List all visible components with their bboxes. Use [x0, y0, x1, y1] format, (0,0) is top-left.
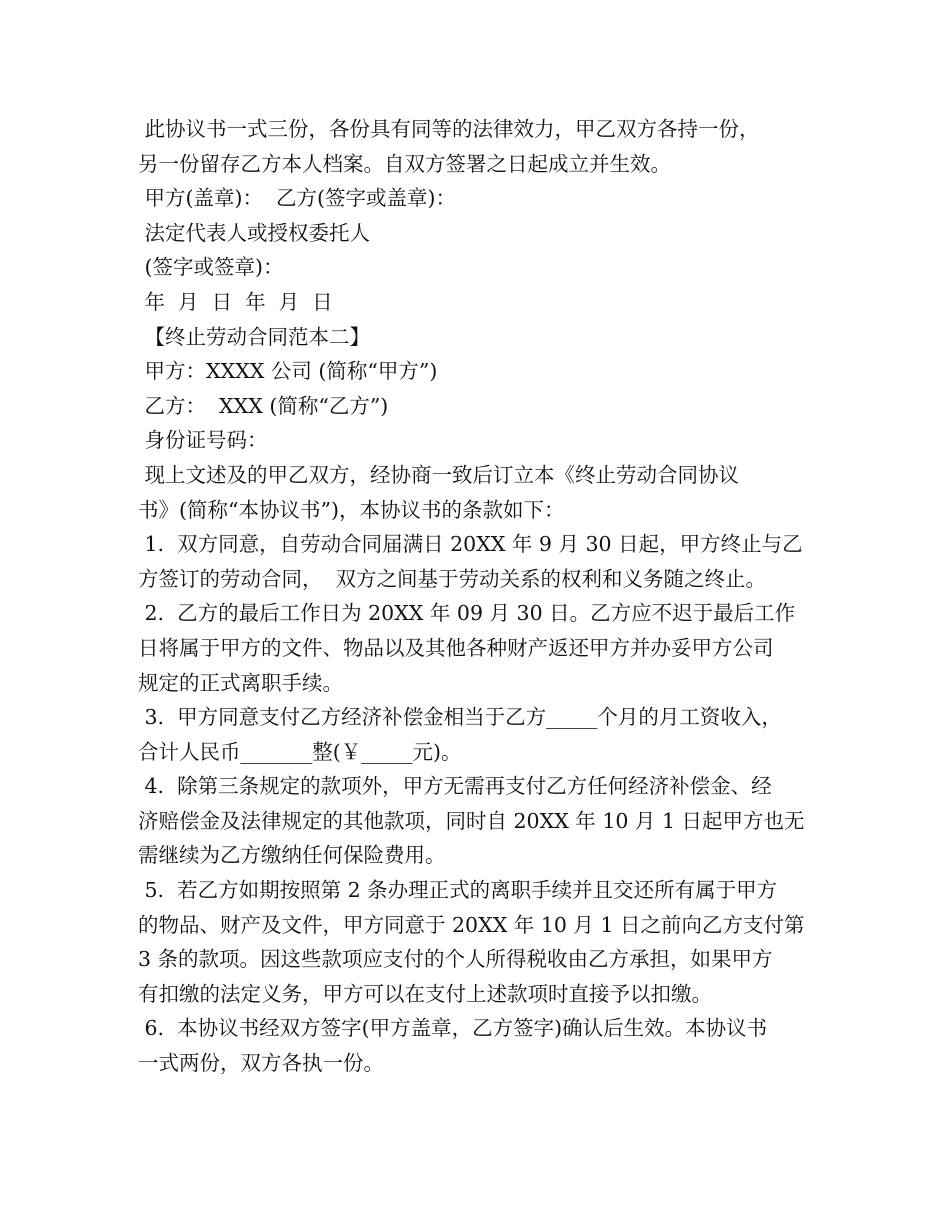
clause-5-line: 有扣缴的法定义务，甲方可以在支付上述款项时直接予以扣缴。 [138, 981, 712, 1006]
clause-2-line: 规定的正式离职手续。 [138, 670, 343, 695]
clause-2-line: 2. 乙方的最后工作日为 20XX 年 09 月 30 日。乙方应不迟于最后工作 [138, 601, 796, 626]
clause-2-line: 日将属于甲方的文件、物品以及其他各种财产返还甲方并办妥甲方公司 [138, 635, 774, 660]
clause-3-line: 合计人民币_______整(￥_____元)。 [138, 739, 462, 764]
clause-4-line: 需继续为乙方缴纳任何保险费用。 [138, 843, 446, 868]
text-line: 此协议书一式三份，各份具有同等的法律效力，甲乙双方各持一份， [138, 117, 760, 141]
clause-5-line: 5. 若乙方如期按照第 2 条办理正式的离职手续并且交还所有属于甲方 [138, 878, 778, 903]
clause-3-line: 3. 甲方同意支付乙方经济补偿金相当于乙方_____个月的月工资收入， [138, 705, 782, 730]
date-line: 年 月 日 年 月 日 [138, 289, 333, 314]
clause-6-line: 6. 本协议书经双方签字(甲方盖章，乙方签字)确认后生效。本协议书 [138, 1016, 768, 1041]
text-line: 另一份留存乙方本人档案。自双方签署之日起成立并生效。 [138, 151, 671, 176]
id-number-line: 身份证号码： [138, 428, 268, 453]
text-line: (签字或签章)： [138, 255, 284, 280]
text-line: 书》(简称“本协议书”)，本协议书的条款如下： [138, 497, 565, 522]
party-b-line: 乙方： XXX (简称“乙方”) [138, 393, 389, 418]
text-line: 现上文述及的甲乙双方，经协商一致后订立本《终止劳动合同协议 [138, 462, 740, 487]
party-a-line: 甲方：XXXX 公司 (简称“甲方”) [138, 359, 438, 384]
clause-4-line: 4. 除第三条规定的款项外，甲方无需再支付乙方任何经济补偿金、经 [138, 774, 772, 799]
document-body [138, 112, 828, 1081]
clause-5-line: 3 条的款项。因这些款项应支付的个人所得税收由乙方承担，如果甲方 [138, 947, 773, 972]
clause-5-line: 的物品、财产及文件，甲方同意于 20XX 年 10 月 1 日之前向乙方支付第 [138, 912, 805, 937]
signature-parties-line: 甲方(盖章)： 乙方(签字或盖章)： [138, 186, 457, 211]
clause-1-line: 1. 双方同意，自劳动合同届满日 20XX 年 9 月 30 日起，甲方终止与乙 [138, 532, 803, 557]
text-line: 法定代表人或授权委托人 [138, 220, 371, 245]
clause-6-line: 一式两份，双方各执一份。 [138, 1051, 384, 1076]
clause-4-line: 济赔偿金及法律规定的其他款项，同时自 20XX 年 10 月 1 日起甲方也无 [138, 808, 805, 833]
section-heading: 【终止劳动合同范本二】 [138, 324, 371, 349]
clause-1-line: 方签订的劳动合同， 双方之间基于劳动关系的权利和义务随之终止。 [138, 566, 767, 591]
